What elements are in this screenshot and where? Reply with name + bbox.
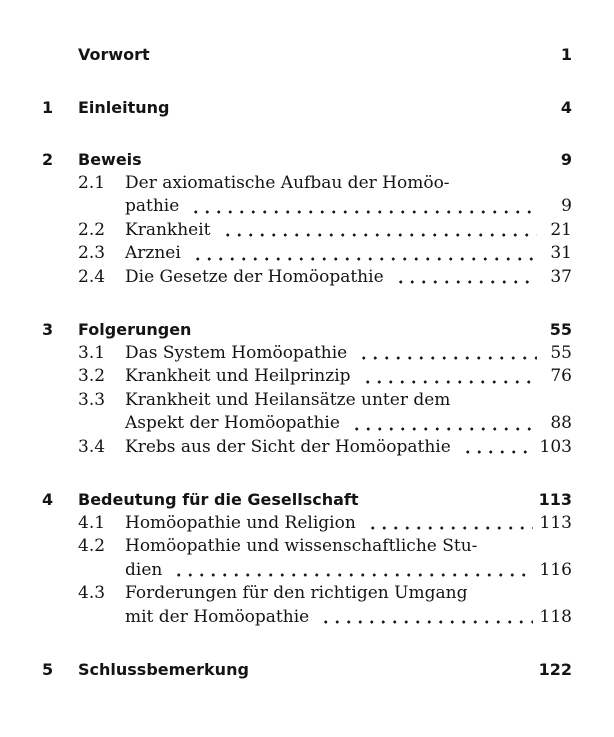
leader-filler bbox=[170, 96, 544, 120]
section-page-number: 118 bbox=[539, 606, 572, 627]
section-number: 3.3 bbox=[78, 389, 106, 410]
section-number: 4.1 bbox=[78, 512, 106, 533]
chapter-page-number: 113 bbox=[538, 490, 572, 509]
section-number bbox=[78, 195, 125, 219]
chapter-number bbox=[42, 43, 78, 67]
chapter-page-number: 122 bbox=[538, 660, 572, 679]
dot-leader bbox=[365, 512, 533, 536]
leader-filler bbox=[467, 582, 572, 606]
toc-section-entry-line bbox=[42, 219, 572, 243]
chapter-title: Bedeutung für die Gesellschaft bbox=[78, 490, 359, 509]
chapter-page-number: 55 bbox=[549, 320, 572, 339]
toc-chapter-entry bbox=[42, 148, 572, 172]
section-number: 4.3 bbox=[78, 583, 106, 603]
section-number bbox=[78, 559, 125, 583]
leader-filler bbox=[359, 488, 539, 512]
toc-section-entry-line bbox=[42, 389, 572, 413]
section-page-number: 88 bbox=[550, 413, 572, 433]
section-title: Krebs aus der Sicht der Homöopathie bbox=[125, 436, 451, 457]
chapter-title: Einleitung bbox=[78, 97, 170, 117]
dot-leader bbox=[188, 195, 537, 219]
toc-section-entry-line bbox=[42, 195, 572, 219]
chapter-title: Vorwort bbox=[78, 45, 150, 64]
chapter-title: Folgerungen bbox=[78, 320, 192, 339]
dot-leader bbox=[190, 242, 537, 266]
dot-leader bbox=[318, 606, 532, 630]
leader-filler bbox=[450, 389, 572, 413]
section-number: 3.1 bbox=[78, 342, 106, 363]
toc-chapter-entry bbox=[42, 658, 572, 682]
section-title: Krankheit und Heilansätze unter dem bbox=[125, 389, 451, 410]
chapter-number: 2 bbox=[42, 150, 54, 169]
toc-section-entry-line bbox=[42, 365, 572, 389]
chapter-page-number: 4 bbox=[560, 97, 572, 117]
section-title: Krankheit und Heilprinzip bbox=[125, 366, 351, 386]
section-title: Der axiomatische Aufbau der Homöo- bbox=[125, 172, 450, 193]
section-number: 3.2 bbox=[78, 366, 106, 386]
section-title: dien bbox=[125, 559, 163, 580]
leader-filler bbox=[142, 148, 544, 172]
section-title: Das System Homöopathie bbox=[125, 342, 348, 363]
section-page-number: 113 bbox=[539, 512, 572, 533]
section-number bbox=[78, 606, 125, 630]
toc-section-entry-line bbox=[42, 582, 572, 606]
section-page-number: 31 bbox=[550, 243, 572, 263]
section-title: Die Gesetze der Homöopathie bbox=[125, 266, 384, 287]
toc-section-entry-line bbox=[42, 606, 572, 630]
chapter-page-number: 1 bbox=[560, 45, 572, 64]
chapter-number: 5 bbox=[42, 660, 54, 679]
section-number: 3.4 bbox=[78, 436, 106, 457]
section-title: Forderungen für den richtigen Umgang bbox=[125, 583, 468, 603]
chapter-number: 3 bbox=[42, 320, 54, 339]
section-title: Homöopathie und Religion bbox=[125, 512, 356, 533]
dot-leader bbox=[171, 559, 532, 583]
section-number: 2.2 bbox=[78, 219, 106, 240]
section-title: Homöopathie und wissenschaftliche Stu- bbox=[125, 536, 478, 556]
section-title: Aspekt der Homöopathie bbox=[125, 413, 340, 433]
section-number: 2.4 bbox=[78, 266, 106, 287]
dot-leader bbox=[349, 412, 537, 436]
toc-chapter-entry bbox=[42, 318, 572, 342]
section-page-number: 76 bbox=[550, 366, 572, 386]
section-number bbox=[78, 412, 125, 436]
section-title: pathie bbox=[125, 196, 180, 216]
toc-section-entry-line bbox=[42, 535, 572, 559]
dot-leader bbox=[360, 365, 537, 389]
toc-section-entry-line bbox=[42, 172, 572, 196]
toc-chapter-entry bbox=[42, 488, 572, 512]
toc-section-entry-line bbox=[42, 512, 572, 536]
dot-leader bbox=[460, 436, 533, 460]
section-page-number: 9 bbox=[561, 196, 572, 216]
dot-leader bbox=[393, 266, 537, 290]
toc-section-entry-line bbox=[42, 342, 572, 366]
leader-filler bbox=[450, 172, 572, 196]
table-of-contents bbox=[42, 43, 572, 682]
section-number: 2.1 bbox=[78, 172, 106, 193]
section-page-number: 55 bbox=[550, 342, 572, 363]
leader-filler bbox=[191, 318, 544, 342]
toc-section-entry-line bbox=[42, 412, 572, 436]
toc-section-entry-line bbox=[42, 242, 572, 266]
section-title: mit der Homöopathie bbox=[125, 606, 310, 627]
chapter-title: Schlussbemerkung bbox=[78, 660, 249, 679]
leader-filler bbox=[477, 535, 572, 559]
section-page-number: 116 bbox=[539, 559, 572, 580]
chapter-page-number: 9 bbox=[560, 150, 572, 169]
section-page-number: 103 bbox=[539, 436, 572, 457]
section-page-number: 21 bbox=[550, 219, 572, 240]
section-number: 4.2 bbox=[78, 536, 106, 556]
toc-section-entry-line bbox=[42, 266, 572, 290]
leader-filler bbox=[150, 43, 544, 67]
toc-section-entry-line bbox=[42, 559, 572, 583]
section-number: 2.3 bbox=[78, 243, 106, 263]
toc-chapter-entry bbox=[42, 96, 572, 120]
toc-section-entry-line bbox=[42, 436, 572, 460]
leader-filler bbox=[249, 658, 539, 682]
chapter-number: 1 bbox=[42, 97, 54, 117]
chapter-number: 4 bbox=[42, 490, 54, 509]
toc-chapter-entry bbox=[42, 43, 572, 67]
chapter-title: Beweis bbox=[78, 150, 142, 169]
section-page-number: 37 bbox=[550, 266, 572, 287]
section-title: Krankheit bbox=[125, 219, 211, 240]
section-title: Arznei bbox=[125, 243, 181, 263]
dot-leader bbox=[356, 342, 537, 366]
dot-leader bbox=[220, 219, 538, 243]
